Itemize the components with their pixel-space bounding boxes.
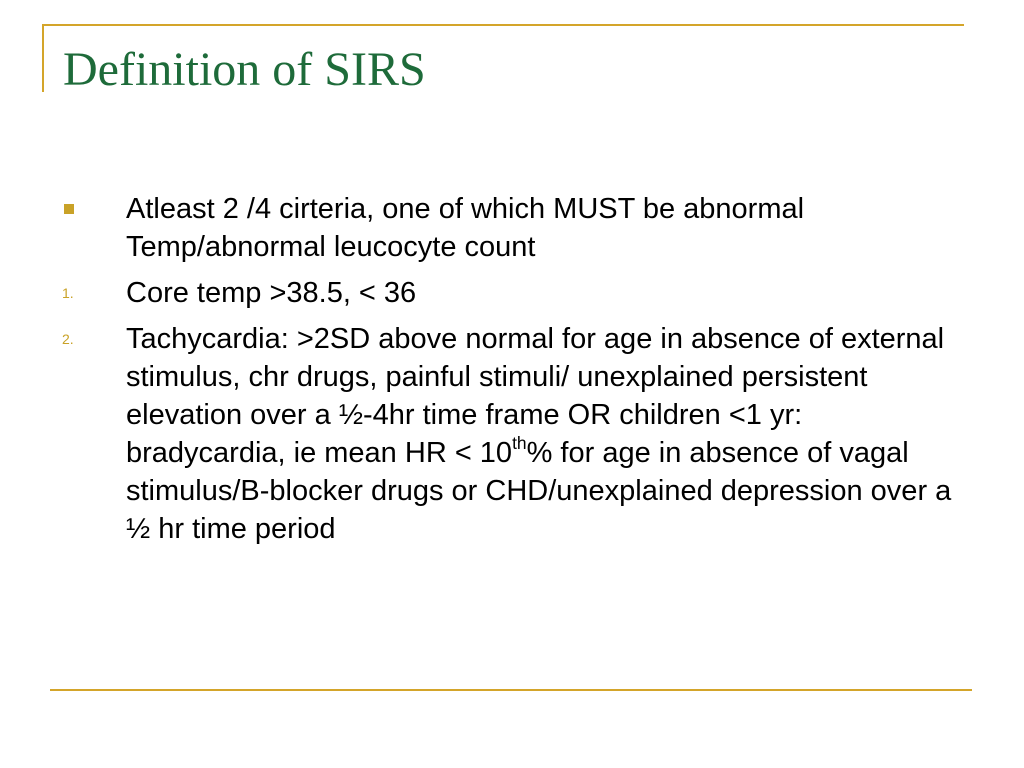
- text-segment: hr time period: [150, 513, 336, 545]
- list-item-bullet: [62, 190, 962, 266]
- left-rule: [42, 24, 44, 92]
- bottom-rule: [50, 689, 972, 691]
- slide-title: Definition of SIRS: [63, 43, 426, 96]
- half-fraction: [339, 399, 363, 431]
- top-rule: [42, 24, 964, 26]
- half-fraction: [126, 513, 150, 545]
- fraction-glyph: ½: [126, 513, 151, 545]
- text-segment: % for age in absence of vagal stimulus/B-blocker drugs or CHD/unexplained depression over a: [126, 437, 952, 507]
- bullet-list: [62, 190, 962, 556]
- square-bullet-icon: [64, 204, 74, 214]
- list-item-1: [62, 274, 962, 312]
- list-item-text: Atleast 2 /4 cirteria, one of which MUST be abnormal Temp/abnormal leucocyte count: [126, 193, 805, 263]
- text-segment: -4hr time frame OR children <1 yr: bradycardia, ie mean HR < 10: [126, 399, 803, 469]
- list-item-text: [126, 320, 962, 548]
- list-number: 1.: [62, 285, 74, 301]
- list-item-2: [62, 320, 962, 548]
- superscript: th: [512, 432, 527, 453]
- fraction-glyph: ½: [338, 399, 363, 431]
- text-segment: Tachycardia: >2SD above normal for age in absence of external stimulus, chr drugs, painful stimuli/ unexplained persistent elevation over a: [126, 323, 945, 431]
- list-number: 2.: [62, 331, 74, 347]
- list-item-text: Core temp >38.5, < 36: [126, 277, 417, 309]
